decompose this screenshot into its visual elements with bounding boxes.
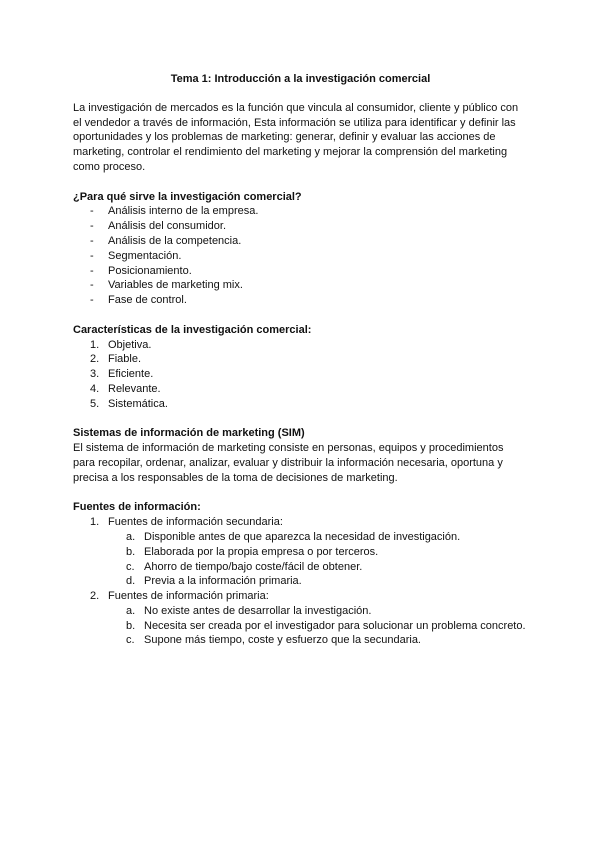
list-item: [73, 264, 528, 279]
sources-list: [73, 515, 528, 648]
list-item-text: Ahorro de tiempo/bajo coste/fácil de obtener.: [144, 560, 363, 573]
document-title: Tema 1: Introducción a la investigación comercial: [170, 73, 431, 85]
list-item-text: No existe antes de desarrollar la investigación.: [144, 604, 372, 617]
list-item-text: Previa a la información primaria.: [144, 575, 302, 588]
list-item: [73, 515, 528, 589]
dash-marker: -: [90, 220, 94, 233]
list-item: [108, 633, 528, 648]
number-marker: 5.: [90, 397, 100, 410]
secondary-sources-list: [108, 530, 528, 589]
list-item: [73, 397, 528, 412]
purpose-heading: ¿Para qué sirve la investigación comercial?: [73, 190, 302, 203]
sim-paragraph: El sistema de información de marketing consiste en personas, equipos y procedimientos para recopilar, ordenar, analizar, evaluar y distribuir la información necesaria, oportuna y precisa a los responsables de la toma de decisiones de marketing.: [73, 442, 504, 484]
list-item: [73, 204, 528, 219]
list-item-text: Fiable.: [108, 353, 142, 366]
list-item: [73, 234, 528, 249]
sources-heading: Fuentes de información:: [73, 501, 201, 514]
spacer: [73, 175, 528, 190]
dash-marker: -: [90, 249, 94, 262]
number-marker: 1.: [90, 516, 100, 529]
list-item-text: Supone más tiempo, coste y esfuerzo que la secundaria.: [144, 634, 421, 647]
list-item-text: Elaborada por la propia empresa o por terceros.: [144, 545, 379, 558]
list-item-text: Variables de marketing mix.: [108, 279, 243, 292]
list-item-text: Fuentes de información primaria:: [108, 590, 269, 603]
list-item: [73, 278, 528, 293]
sim-heading: Sistemas de información de marketing (SIM): [73, 427, 305, 440]
letter-marker: b.: [126, 545, 136, 558]
number-marker: 2.: [90, 590, 100, 603]
number-marker: 2.: [90, 353, 100, 366]
number-marker: 3.: [90, 368, 100, 381]
letter-marker: a.: [126, 604, 136, 617]
list-item: [73, 338, 528, 353]
list-item: [108, 560, 528, 575]
letter-marker: a.: [126, 530, 136, 543]
spacer: [73, 486, 528, 501]
list-item: [108, 530, 528, 545]
list-item-text: Sistemática.: [108, 397, 168, 410]
list-item-text: Segmentación.: [108, 249, 182, 262]
list-item: [73, 219, 528, 234]
number-marker: 1.: [90, 338, 100, 351]
list-item-text: Objetiva.: [108, 338, 152, 351]
list-item: [73, 589, 528, 648]
dash-marker: -: [90, 264, 94, 277]
dash-marker: -: [90, 205, 94, 218]
spacer: [73, 308, 528, 323]
letter-marker: d.: [126, 575, 136, 588]
features-heading: Características de la investigación comercial:: [73, 323, 312, 336]
list-item: [73, 367, 528, 382]
list-item: [73, 382, 528, 397]
list-item: [73, 249, 528, 264]
list-item: [108, 619, 528, 634]
list-item-text: Posicionamiento.: [108, 264, 192, 277]
list-item-text: Análisis del consumidor.: [108, 220, 227, 233]
purpose-list: [73, 204, 528, 308]
dash-marker: -: [90, 294, 94, 307]
list-item: [108, 574, 528, 589]
document-page: [73, 72, 528, 648]
list-item-text: Necesita ser creada por el investigador para solucionar un problema concreto.: [144, 619, 526, 632]
list-item-text: Relevante.: [108, 382, 161, 395]
list-item: [73, 293, 528, 308]
list-item: [73, 352, 528, 367]
intro-paragraph: La investigación de mercados es la función que vincula al consumidor, cliente y público con el vendedor a través de información, Esta información se utiliza para identificar y definir las oportunidades y los problemas de marketing: generar, definir y evaluar las acciones de marketing, controlar el rendimiento del marketing y mejorar la comprensión del marketing como proceso.: [73, 101, 519, 173]
list-item-text: Eficiente.: [108, 368, 154, 381]
dash-marker: -: [90, 234, 94, 247]
list-item-text: Fuentes de información secundaria:: [108, 516, 283, 529]
list-item-text: Fase de control.: [108, 294, 187, 307]
number-marker: 4.: [90, 382, 100, 395]
primary-sources-list: [108, 604, 528, 648]
dash-marker: -: [90, 279, 94, 292]
letter-marker: b.: [126, 619, 136, 632]
list-item: [108, 604, 528, 619]
letter-marker: c.: [126, 560, 135, 573]
features-list: [73, 338, 528, 412]
list-item-text: Disponible antes de que aparezca la necesidad de investigación.: [144, 530, 461, 543]
spacer: [73, 412, 528, 427]
letter-marker: c.: [126, 634, 135, 647]
list-item: [108, 545, 528, 560]
list-item-text: Análisis interno de la empresa.: [108, 205, 259, 218]
list-item-text: Análisis de la competencia.: [108, 234, 242, 247]
